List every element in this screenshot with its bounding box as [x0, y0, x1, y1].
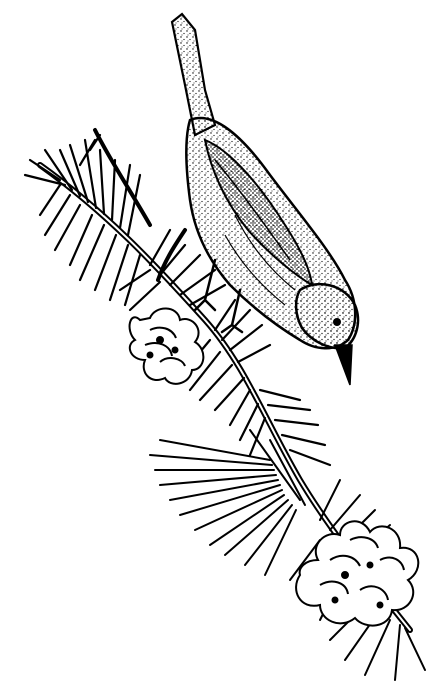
bird-tail — [172, 14, 215, 135]
bird — [172, 14, 358, 385]
bird-eye — [333, 318, 341, 326]
bird-beak — [335, 345, 352, 385]
pine-cone-upper — [130, 308, 204, 383]
pine-cone-lower — [296, 521, 418, 625]
